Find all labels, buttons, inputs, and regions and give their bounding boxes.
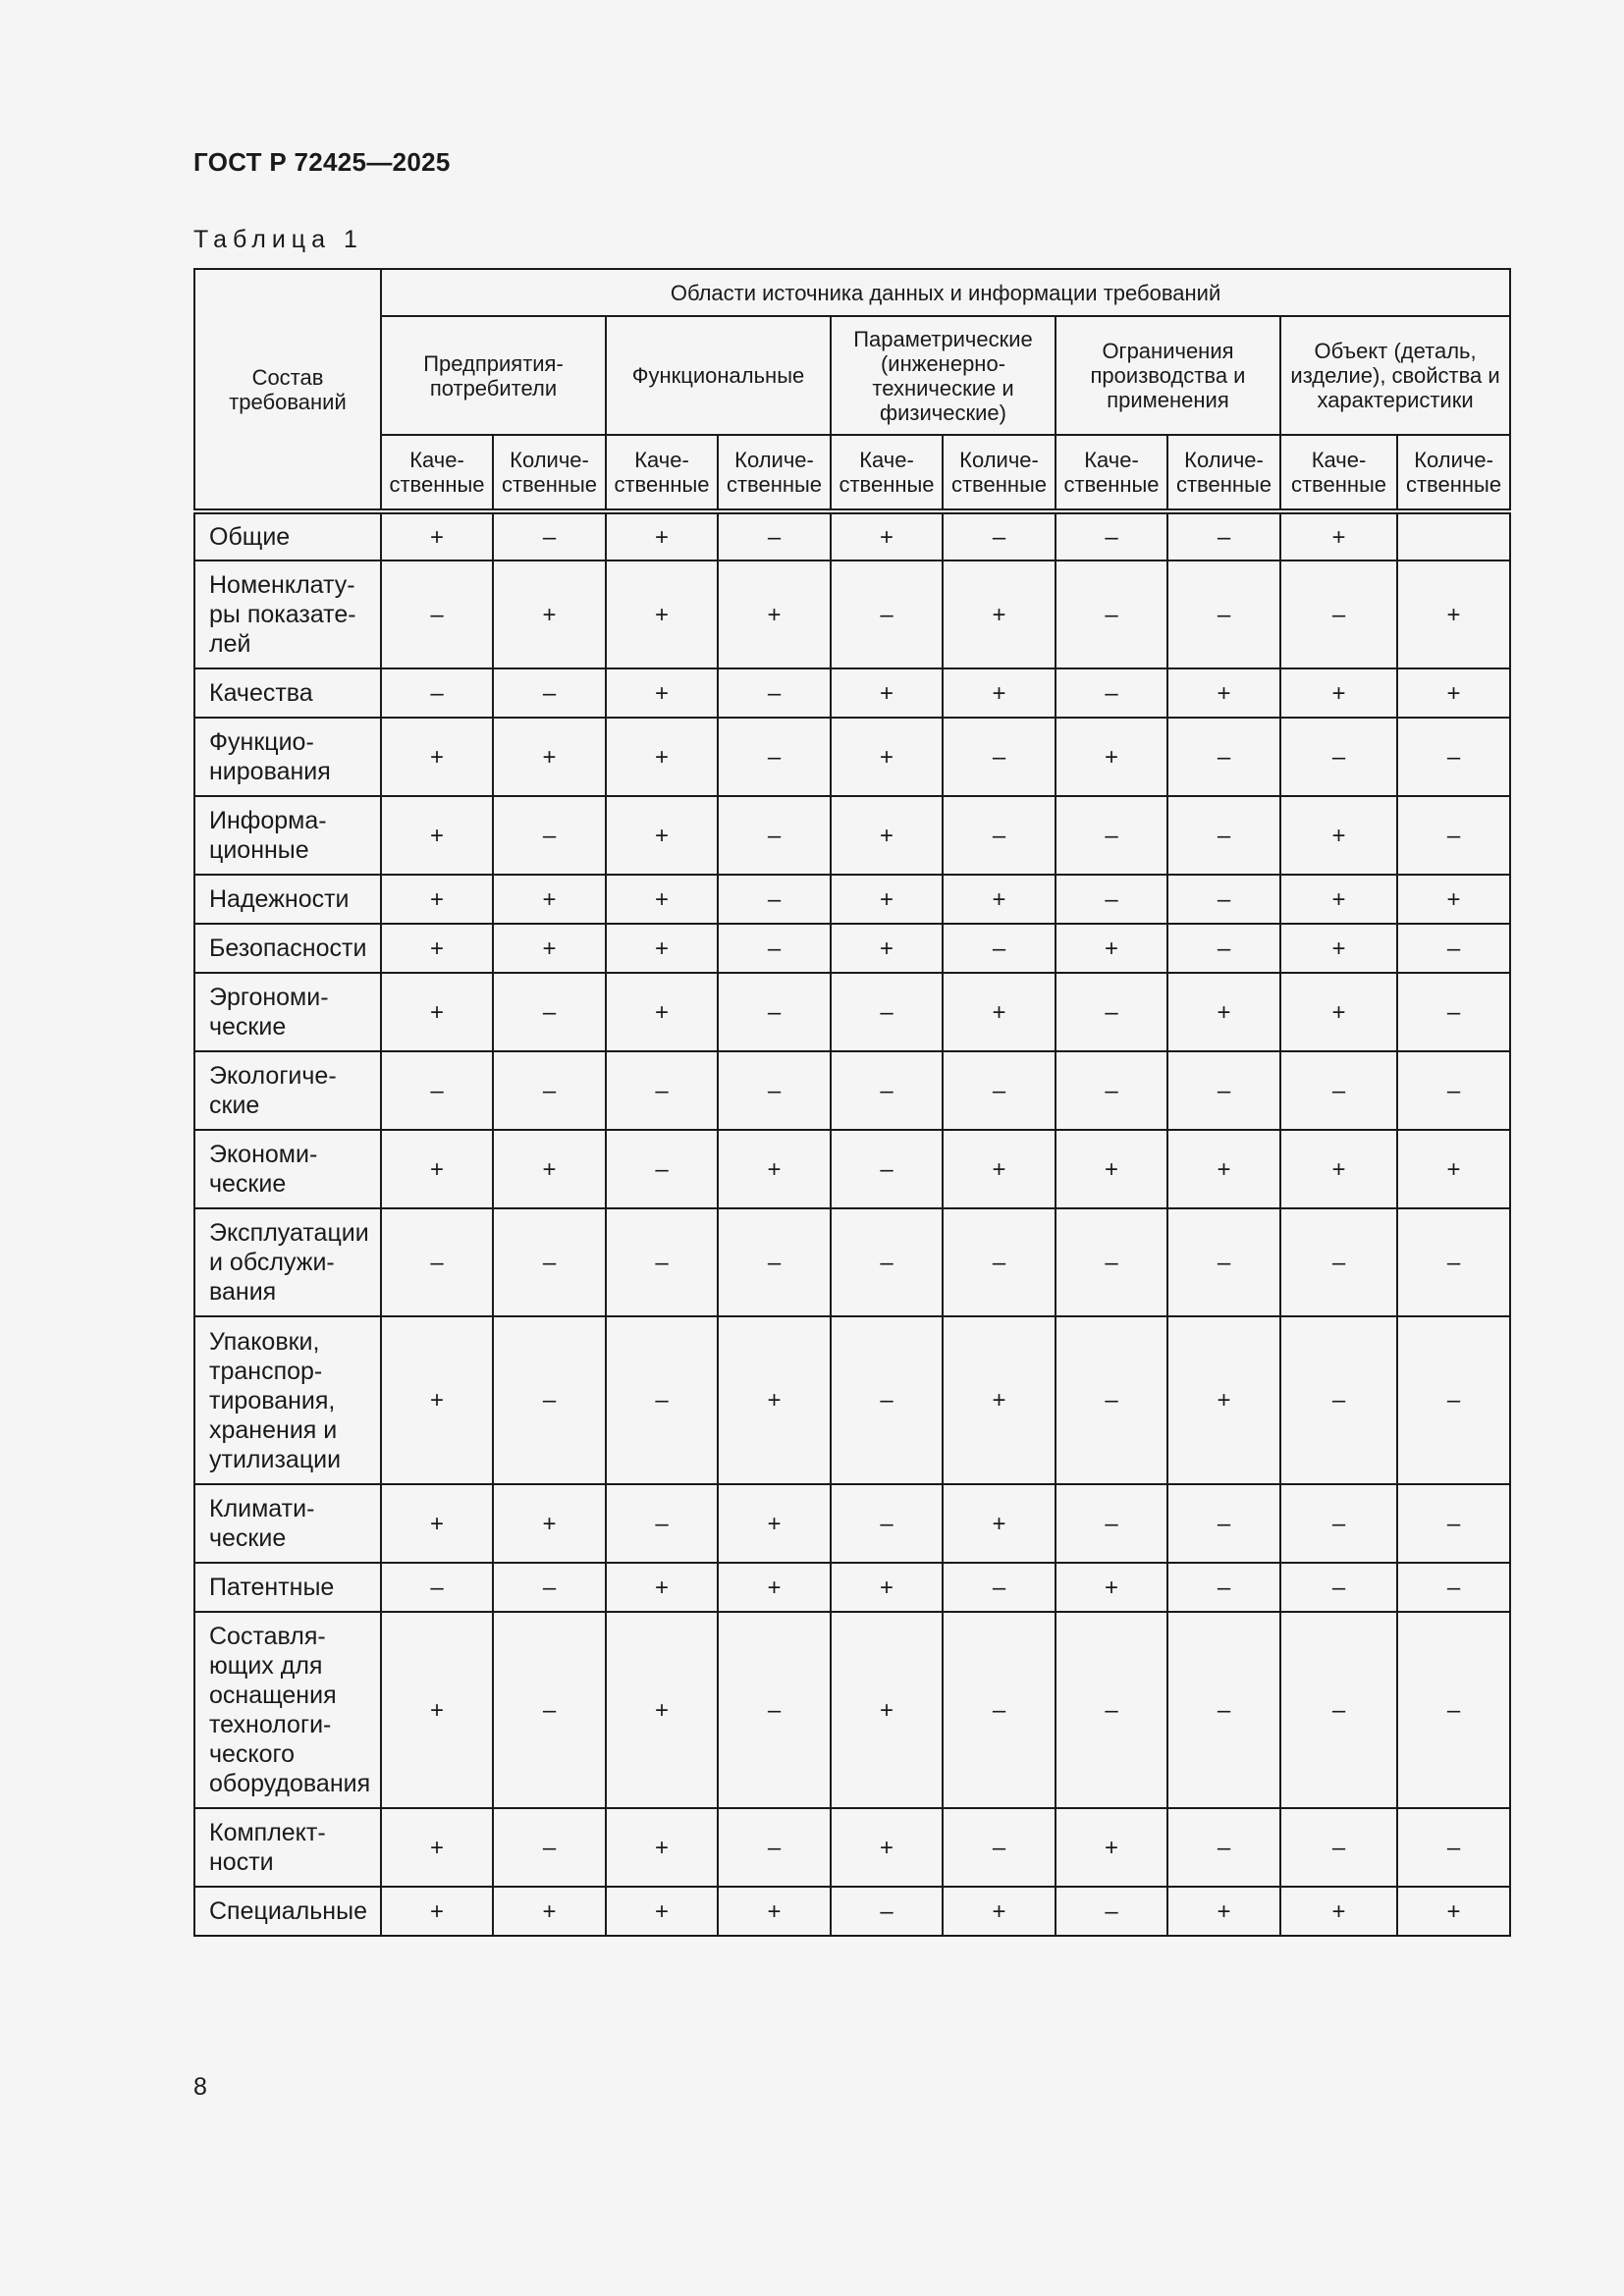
table-cell: –: [381, 1563, 493, 1612]
table-row: [194, 875, 1510, 924]
table-cell: –: [1397, 1484, 1510, 1563]
table-cell: –: [1397, 1563, 1510, 1612]
table-cell: +: [381, 875, 493, 924]
table-cell: –: [718, 1808, 831, 1887]
table-cell: –: [1167, 1051, 1280, 1130]
table-cell: +: [1167, 1130, 1280, 1208]
table-cell: –: [381, 1208, 493, 1316]
row-label: Климати-ческие: [194, 1484, 381, 1563]
table-cell: –: [1280, 1808, 1397, 1887]
table-cell: +: [493, 718, 606, 796]
row-label: Экологиче-ские: [194, 1051, 381, 1130]
table-cell: +: [943, 1316, 1056, 1484]
row-label: Специальные: [194, 1887, 381, 1936]
table-cell: –: [1056, 561, 1167, 668]
table-cell: –: [1280, 561, 1397, 668]
table-cell: +: [1397, 1887, 1510, 1936]
table-row: [194, 1808, 1510, 1887]
table-cell: –: [1280, 1051, 1397, 1130]
table-cell: +: [606, 1612, 718, 1808]
row-label: Эргономи-ческие: [194, 973, 381, 1051]
table-cell: +: [381, 924, 493, 973]
table-cell: –: [1167, 796, 1280, 875]
table-cell: +: [1056, 1563, 1167, 1612]
table-cell: –: [493, 668, 606, 718]
table-cell: –: [493, 1316, 606, 1484]
quantitative-column-header: Количе-ственные: [943, 435, 1056, 511]
table-cell: –: [1167, 511, 1280, 561]
table-cell: +: [1056, 1808, 1167, 1887]
requirements-table: [193, 268, 1511, 1937]
table-cell: +: [381, 973, 493, 1051]
table-row: [194, 1563, 1510, 1612]
table-cell: +: [493, 875, 606, 924]
table-row: [194, 1887, 1510, 1936]
table-row: [194, 973, 1510, 1051]
table-cell: +: [493, 1484, 606, 1563]
table-cell: –: [1167, 1563, 1280, 1612]
table-cell: +: [1280, 1887, 1397, 1936]
table-cell: +: [1280, 973, 1397, 1051]
category-header: Объект (деталь, изделие), свойства и характеристики: [1280, 316, 1510, 435]
table-cell: –: [943, 511, 1056, 561]
row-label: Безопасности: [194, 924, 381, 973]
table-cell: [1397, 511, 1510, 561]
qualitative-column-header: Каче-ственные: [1280, 435, 1397, 511]
table-cell: +: [831, 1563, 943, 1612]
table-cell: –: [831, 1316, 943, 1484]
table-cell: –: [1056, 1887, 1167, 1936]
table-cell: –: [718, 1208, 831, 1316]
table-cell: +: [1167, 973, 1280, 1051]
table-cell: +: [606, 1563, 718, 1612]
table-row: [194, 1612, 1510, 1808]
table-cell: –: [606, 1051, 718, 1130]
table-cell: +: [493, 924, 606, 973]
table-cell: –: [831, 973, 943, 1051]
table-cell: –: [1167, 1484, 1280, 1563]
table-cell: +: [606, 1887, 718, 1936]
table-row: [194, 511, 1510, 561]
table-row: [194, 561, 1510, 668]
table-cell: –: [1056, 668, 1167, 718]
table-cell: +: [381, 1316, 493, 1484]
row-label: Информа-ционные: [194, 796, 381, 875]
table-cell: –: [1280, 1316, 1397, 1484]
table-cell: –: [1397, 718, 1510, 796]
table-cell: –: [831, 1484, 943, 1563]
qualitative-column-header: Каче-ственные: [1056, 435, 1167, 511]
table-row: [194, 1051, 1510, 1130]
table-cell: –: [1280, 718, 1397, 796]
table-body: [194, 511, 1510, 1936]
table-cell: –: [606, 1484, 718, 1563]
table-cell: +: [1167, 1887, 1280, 1936]
table-cell: +: [831, 796, 943, 875]
table-cell: –: [831, 1051, 943, 1130]
row-label: Составля-ющих для оснащения технологи-ческого оборудования: [194, 1612, 381, 1808]
table-cell: –: [1397, 973, 1510, 1051]
table-cell: +: [1280, 511, 1397, 561]
table-cell: –: [1397, 1316, 1510, 1484]
table-cell: +: [718, 1130, 831, 1208]
table-row: [194, 1130, 1510, 1208]
table-cell: –: [381, 668, 493, 718]
table-row: [194, 796, 1510, 875]
table-cell: –: [831, 1208, 943, 1316]
table-cell: –: [1280, 1208, 1397, 1316]
table-cell: –: [718, 796, 831, 875]
table-cell: –: [718, 924, 831, 973]
table-cell: –: [943, 718, 1056, 796]
table-cell: –: [1056, 1208, 1167, 1316]
table-cell: –: [493, 1563, 606, 1612]
table-cell: +: [1397, 668, 1510, 718]
table-cell: +: [606, 973, 718, 1051]
table-cell: +: [943, 1130, 1056, 1208]
table-cell: +: [606, 1808, 718, 1887]
table-cell: –: [493, 1208, 606, 1316]
category-header: Параметрические (инженерно-технические и физические): [831, 316, 1056, 435]
table-cell: +: [831, 668, 943, 718]
table-cell: +: [1167, 668, 1280, 718]
table-cell: –: [381, 1051, 493, 1130]
document-id: ГОСТ Р 72425—2025: [193, 147, 451, 177]
table-cell: +: [718, 1563, 831, 1612]
row-label: Общие: [194, 511, 381, 561]
table-cell: –: [1280, 1563, 1397, 1612]
table-cell: +: [943, 1887, 1056, 1936]
table-cell: +: [381, 1887, 493, 1936]
table-cell: +: [606, 511, 718, 561]
table-cell: +: [381, 718, 493, 796]
table-row: [194, 1208, 1510, 1316]
table-cell: –: [1397, 1208, 1510, 1316]
table-cell: +: [831, 875, 943, 924]
table-cell: +: [381, 1484, 493, 1563]
row-label: Экономи-ческие: [194, 1130, 381, 1208]
table-cell: –: [493, 796, 606, 875]
table-cell: –: [718, 668, 831, 718]
table-cell: +: [718, 1484, 831, 1563]
table-cell: –: [943, 1612, 1056, 1808]
table-cell: +: [606, 924, 718, 973]
table-row: [194, 668, 1510, 718]
table-cell: +: [831, 511, 943, 561]
table-cell: –: [1167, 1808, 1280, 1887]
page-number: 8: [193, 2073, 207, 2101]
table-cell: +: [381, 511, 493, 561]
table-cell: –: [1056, 1051, 1167, 1130]
table-cell: +: [381, 1130, 493, 1208]
table-cell: +: [1397, 561, 1510, 668]
table-cell: –: [943, 1563, 1056, 1612]
table-cell: –: [1056, 796, 1167, 875]
table-cell: –: [1397, 1808, 1510, 1887]
table-cell: +: [381, 796, 493, 875]
table-cell: –: [1056, 511, 1167, 561]
table-cell: –: [1056, 1316, 1167, 1484]
table-cell: +: [718, 561, 831, 668]
table-cell: –: [493, 1808, 606, 1887]
table-cell: –: [1397, 924, 1510, 973]
table-cell: –: [1397, 1612, 1510, 1808]
table-cell: –: [943, 796, 1056, 875]
table-cell: +: [381, 1808, 493, 1887]
table-cell: –: [943, 924, 1056, 973]
table-cell: –: [1280, 1484, 1397, 1563]
category-header: Предприятия-потребители: [381, 316, 606, 435]
table-cell: +: [943, 668, 1056, 718]
table-cell: –: [1167, 1612, 1280, 1808]
table-cell: +: [1397, 875, 1510, 924]
row-label: Надежности: [194, 875, 381, 924]
table-cell: –: [381, 561, 493, 668]
table-cell: +: [1280, 796, 1397, 875]
row-label: Функцио-нирования: [194, 718, 381, 796]
table-cell: +: [943, 1484, 1056, 1563]
table-cell: +: [1280, 875, 1397, 924]
table-cell: –: [718, 718, 831, 796]
table-cell: +: [943, 973, 1056, 1051]
table-cell: +: [1056, 924, 1167, 973]
row-label: Номенклату-ры показате-лей: [194, 561, 381, 668]
qualitative-column-header: Каче-ственные: [381, 435, 493, 511]
table-cell: +: [1280, 668, 1397, 718]
quantitative-column-header: Количе-ственные: [493, 435, 606, 511]
table-cell: –: [943, 1051, 1056, 1130]
table-cell: +: [493, 1130, 606, 1208]
table-row: [194, 924, 1510, 973]
qualitative-column-header: Каче-ственные: [606, 435, 718, 511]
table-cell: –: [1167, 924, 1280, 973]
table-cell: –: [718, 973, 831, 1051]
table-cell: +: [831, 1808, 943, 1887]
row-label: Патентные: [194, 1563, 381, 1612]
table-cell: +: [1397, 1130, 1510, 1208]
table-cell: +: [606, 718, 718, 796]
row-label: Эксплуатации и обслужи-вания: [194, 1208, 381, 1316]
table-cell: –: [1280, 1612, 1397, 1808]
table-cell: –: [493, 973, 606, 1051]
table-cell: –: [493, 1612, 606, 1808]
table-cell: +: [718, 1316, 831, 1484]
table-cell: –: [718, 1051, 831, 1130]
table-cell: –: [831, 1887, 943, 1936]
table-row: [194, 1484, 1510, 1563]
table-cell: –: [718, 875, 831, 924]
table-cell: –: [606, 1130, 718, 1208]
table-cell: –: [1397, 1051, 1510, 1130]
table-cell: +: [606, 561, 718, 668]
table-cell: +: [606, 668, 718, 718]
table-cell: +: [831, 924, 943, 973]
table-cell: –: [606, 1316, 718, 1484]
table-cell: +: [943, 561, 1056, 668]
quantitative-column-header: Количе-ственные: [1167, 435, 1280, 511]
table-cell: –: [943, 1808, 1056, 1887]
table-cell: +: [381, 1612, 493, 1808]
table-cell: +: [1056, 718, 1167, 796]
category-header: Ограничения производства и применения: [1056, 316, 1280, 435]
table-cell: +: [606, 875, 718, 924]
table-cell: –: [1167, 1208, 1280, 1316]
table-cell: +: [493, 1887, 606, 1936]
table-cell: +: [1167, 1316, 1280, 1484]
table-cell: –: [493, 1051, 606, 1130]
corner-header: Состав требований: [194, 269, 381, 511]
table-cell: –: [1167, 875, 1280, 924]
table-cell: –: [1056, 1612, 1167, 1808]
table-cell: –: [493, 511, 606, 561]
table-cell: +: [831, 1612, 943, 1808]
category-header: Функциональные: [606, 316, 831, 435]
quantitative-column-header: Количе-ственные: [1397, 435, 1510, 511]
table-cell: +: [606, 796, 718, 875]
table-cell: –: [1056, 875, 1167, 924]
table-cell: –: [1056, 1484, 1167, 1563]
quantitative-column-header: Количе-ственные: [718, 435, 831, 511]
table-cell: +: [493, 561, 606, 668]
table-row: [194, 1316, 1510, 1484]
table-cell: +: [831, 718, 943, 796]
table-cell: +: [1280, 924, 1397, 973]
row-label: Упаковки, транспор-тирования, хранения и утилизации: [194, 1316, 381, 1484]
table-cell: –: [718, 1612, 831, 1808]
table-cell: +: [1056, 1130, 1167, 1208]
table-cell: –: [1167, 561, 1280, 668]
table-cell: +: [1280, 1130, 1397, 1208]
table-caption: Таблица 1: [193, 226, 363, 253]
table-cell: –: [1167, 718, 1280, 796]
row-label: Комплект-ности: [194, 1808, 381, 1887]
table-cell: –: [718, 511, 831, 561]
row-label: Качества: [194, 668, 381, 718]
table-cell: –: [1397, 796, 1510, 875]
table-cell: +: [718, 1887, 831, 1936]
table-cell: –: [1056, 973, 1167, 1051]
table-cell: +: [943, 875, 1056, 924]
table-cell: –: [831, 561, 943, 668]
table-row: [194, 718, 1510, 796]
qualitative-column-header: Каче-ственные: [831, 435, 943, 511]
table-cell: –: [831, 1130, 943, 1208]
group-header: Области источника данных и информации требований: [381, 269, 1510, 316]
table-cell: –: [943, 1208, 1056, 1316]
table-cell: –: [606, 1208, 718, 1316]
